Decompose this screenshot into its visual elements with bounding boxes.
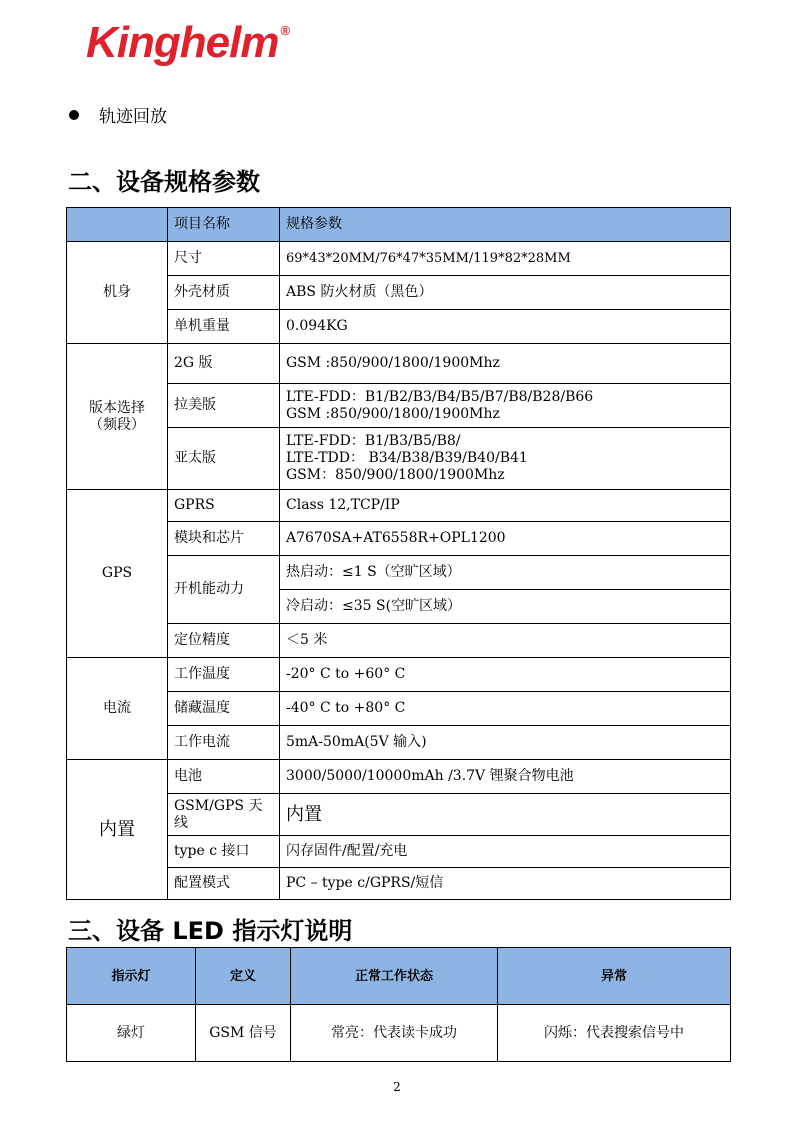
led-header-definition: 定义 xyxy=(196,948,291,1005)
item-name: 储藏温度 xyxy=(168,692,280,726)
spec-value xyxy=(280,384,731,428)
item-name: 开机能动力 xyxy=(168,556,280,624)
item-name: 工作电流 xyxy=(168,726,280,760)
spec-value: 69*43*20MM/76*47*35MM/119*82*28MM xyxy=(280,242,731,276)
spec-value: ＜5 米 xyxy=(280,624,731,658)
spec-value: -20° C to +60° C xyxy=(280,658,731,692)
led-header-light: 指示灯 xyxy=(67,948,196,1005)
item-name: 拉美版 xyxy=(168,384,280,428)
spec-line: LTE-FDD：B1/B2/B3/B4/B5/B7/B8/B28/B66 xyxy=(286,388,594,405)
spec-line: GSM :850/900/1800/1900Mhz xyxy=(286,405,500,422)
spec-value: 5mA-50mA(5V 输入) xyxy=(280,726,731,760)
item-name: 工作温度 xyxy=(168,658,280,692)
led-cell: GSM 信号 xyxy=(196,1005,291,1062)
bullet-item xyxy=(66,102,167,127)
item-name: 电池 xyxy=(168,760,280,794)
kinghelm-logo: Kinghelm ® xyxy=(86,18,290,67)
group-version-line1: 版本选择 xyxy=(89,399,145,416)
spec-value: ABS 防火材质（黑色） xyxy=(280,276,731,310)
led-cell: 绿灯 xyxy=(67,1005,196,1062)
page-number: 2 xyxy=(393,1080,401,1094)
header-spec: 规格参数 xyxy=(280,208,731,242)
spec-value: GSM :850/900/1800/1900Mhz xyxy=(280,344,731,384)
section-title-led: 三、设备 LED 指示灯说明 xyxy=(68,917,353,945)
header-item: 项目名称 xyxy=(168,208,280,242)
item-name: 定位精度 xyxy=(168,624,280,658)
led-header-abnormal: 异常 xyxy=(498,948,731,1005)
led-cell: 闪烁：代表搜索信号中 xyxy=(498,1005,731,1062)
spec-value: PC – type c/GPRS/短信 xyxy=(280,868,731,900)
led-table-header xyxy=(67,948,731,1005)
table-row xyxy=(67,658,731,692)
group-version-line2: （频段） xyxy=(89,416,145,433)
spec-value: 内置 xyxy=(280,794,731,836)
spec-table xyxy=(66,207,731,900)
spec-value: 热启动：≤1 S（空旷区域） xyxy=(280,556,731,590)
item-name: 亚太版 xyxy=(168,428,280,490)
spec-value: 闪存固件/配置/充电 xyxy=(280,836,731,868)
spec-line: GSM：850/900/1800/1900Mhz xyxy=(286,467,505,483)
spec-value: A7670SA+AT6558R+OPL1200 xyxy=(280,522,731,556)
header-group xyxy=(67,208,168,242)
table-row xyxy=(67,760,731,794)
item-name: GSM/GPS 天线 xyxy=(168,794,280,836)
bullet-item-text: 轨迹回放 xyxy=(99,107,167,127)
group-power: 电流 xyxy=(67,658,168,760)
section-title-specs: 二、设备规格参数 xyxy=(68,168,260,196)
group-version xyxy=(67,344,168,490)
led-header-normal: 正常工作状态 xyxy=(291,948,498,1005)
table-row xyxy=(67,1005,731,1062)
item-name: 配置模式 xyxy=(168,868,280,900)
group-gps: GPS xyxy=(67,490,168,658)
bullet-icon xyxy=(69,110,79,120)
spec-value xyxy=(280,428,731,490)
table-row xyxy=(67,344,731,384)
item-name: 单机重量 xyxy=(168,310,280,344)
spec-line: LTE-TDD： B34/B38/B39/B40/B41 xyxy=(286,450,528,466)
led-cell: 常亮：代表读卡成功 xyxy=(291,1005,498,1062)
item-name: GPRS xyxy=(168,490,280,522)
spec-value: -40° C to +80° C xyxy=(280,692,731,726)
spec-value: Class 12,TCP/IP xyxy=(280,490,731,522)
group-builtin: 内置 xyxy=(67,760,168,900)
spec-table-header xyxy=(67,208,731,242)
led-table xyxy=(66,947,731,1062)
spec-value: 3000/5000/10000mAh /3.7V 锂聚合物电池 xyxy=(280,760,731,794)
spec-line: LTE-FDD：B1/B3/B5/B8/ xyxy=(286,433,461,449)
spec-value: 0.094KG xyxy=(280,310,731,344)
item-name: 2G 版 xyxy=(168,344,280,384)
item-name: 模块和芯片 xyxy=(168,522,280,556)
item-name: 外壳材质 xyxy=(168,276,280,310)
table-row xyxy=(67,490,731,522)
item-name: type c 接口 xyxy=(168,836,280,868)
item-name: 尺寸 xyxy=(168,242,280,276)
table-row xyxy=(67,242,731,276)
group-body: 机身 xyxy=(67,242,168,344)
spec-value: 冷启动：≤35 S(空旷区域） xyxy=(280,590,731,624)
